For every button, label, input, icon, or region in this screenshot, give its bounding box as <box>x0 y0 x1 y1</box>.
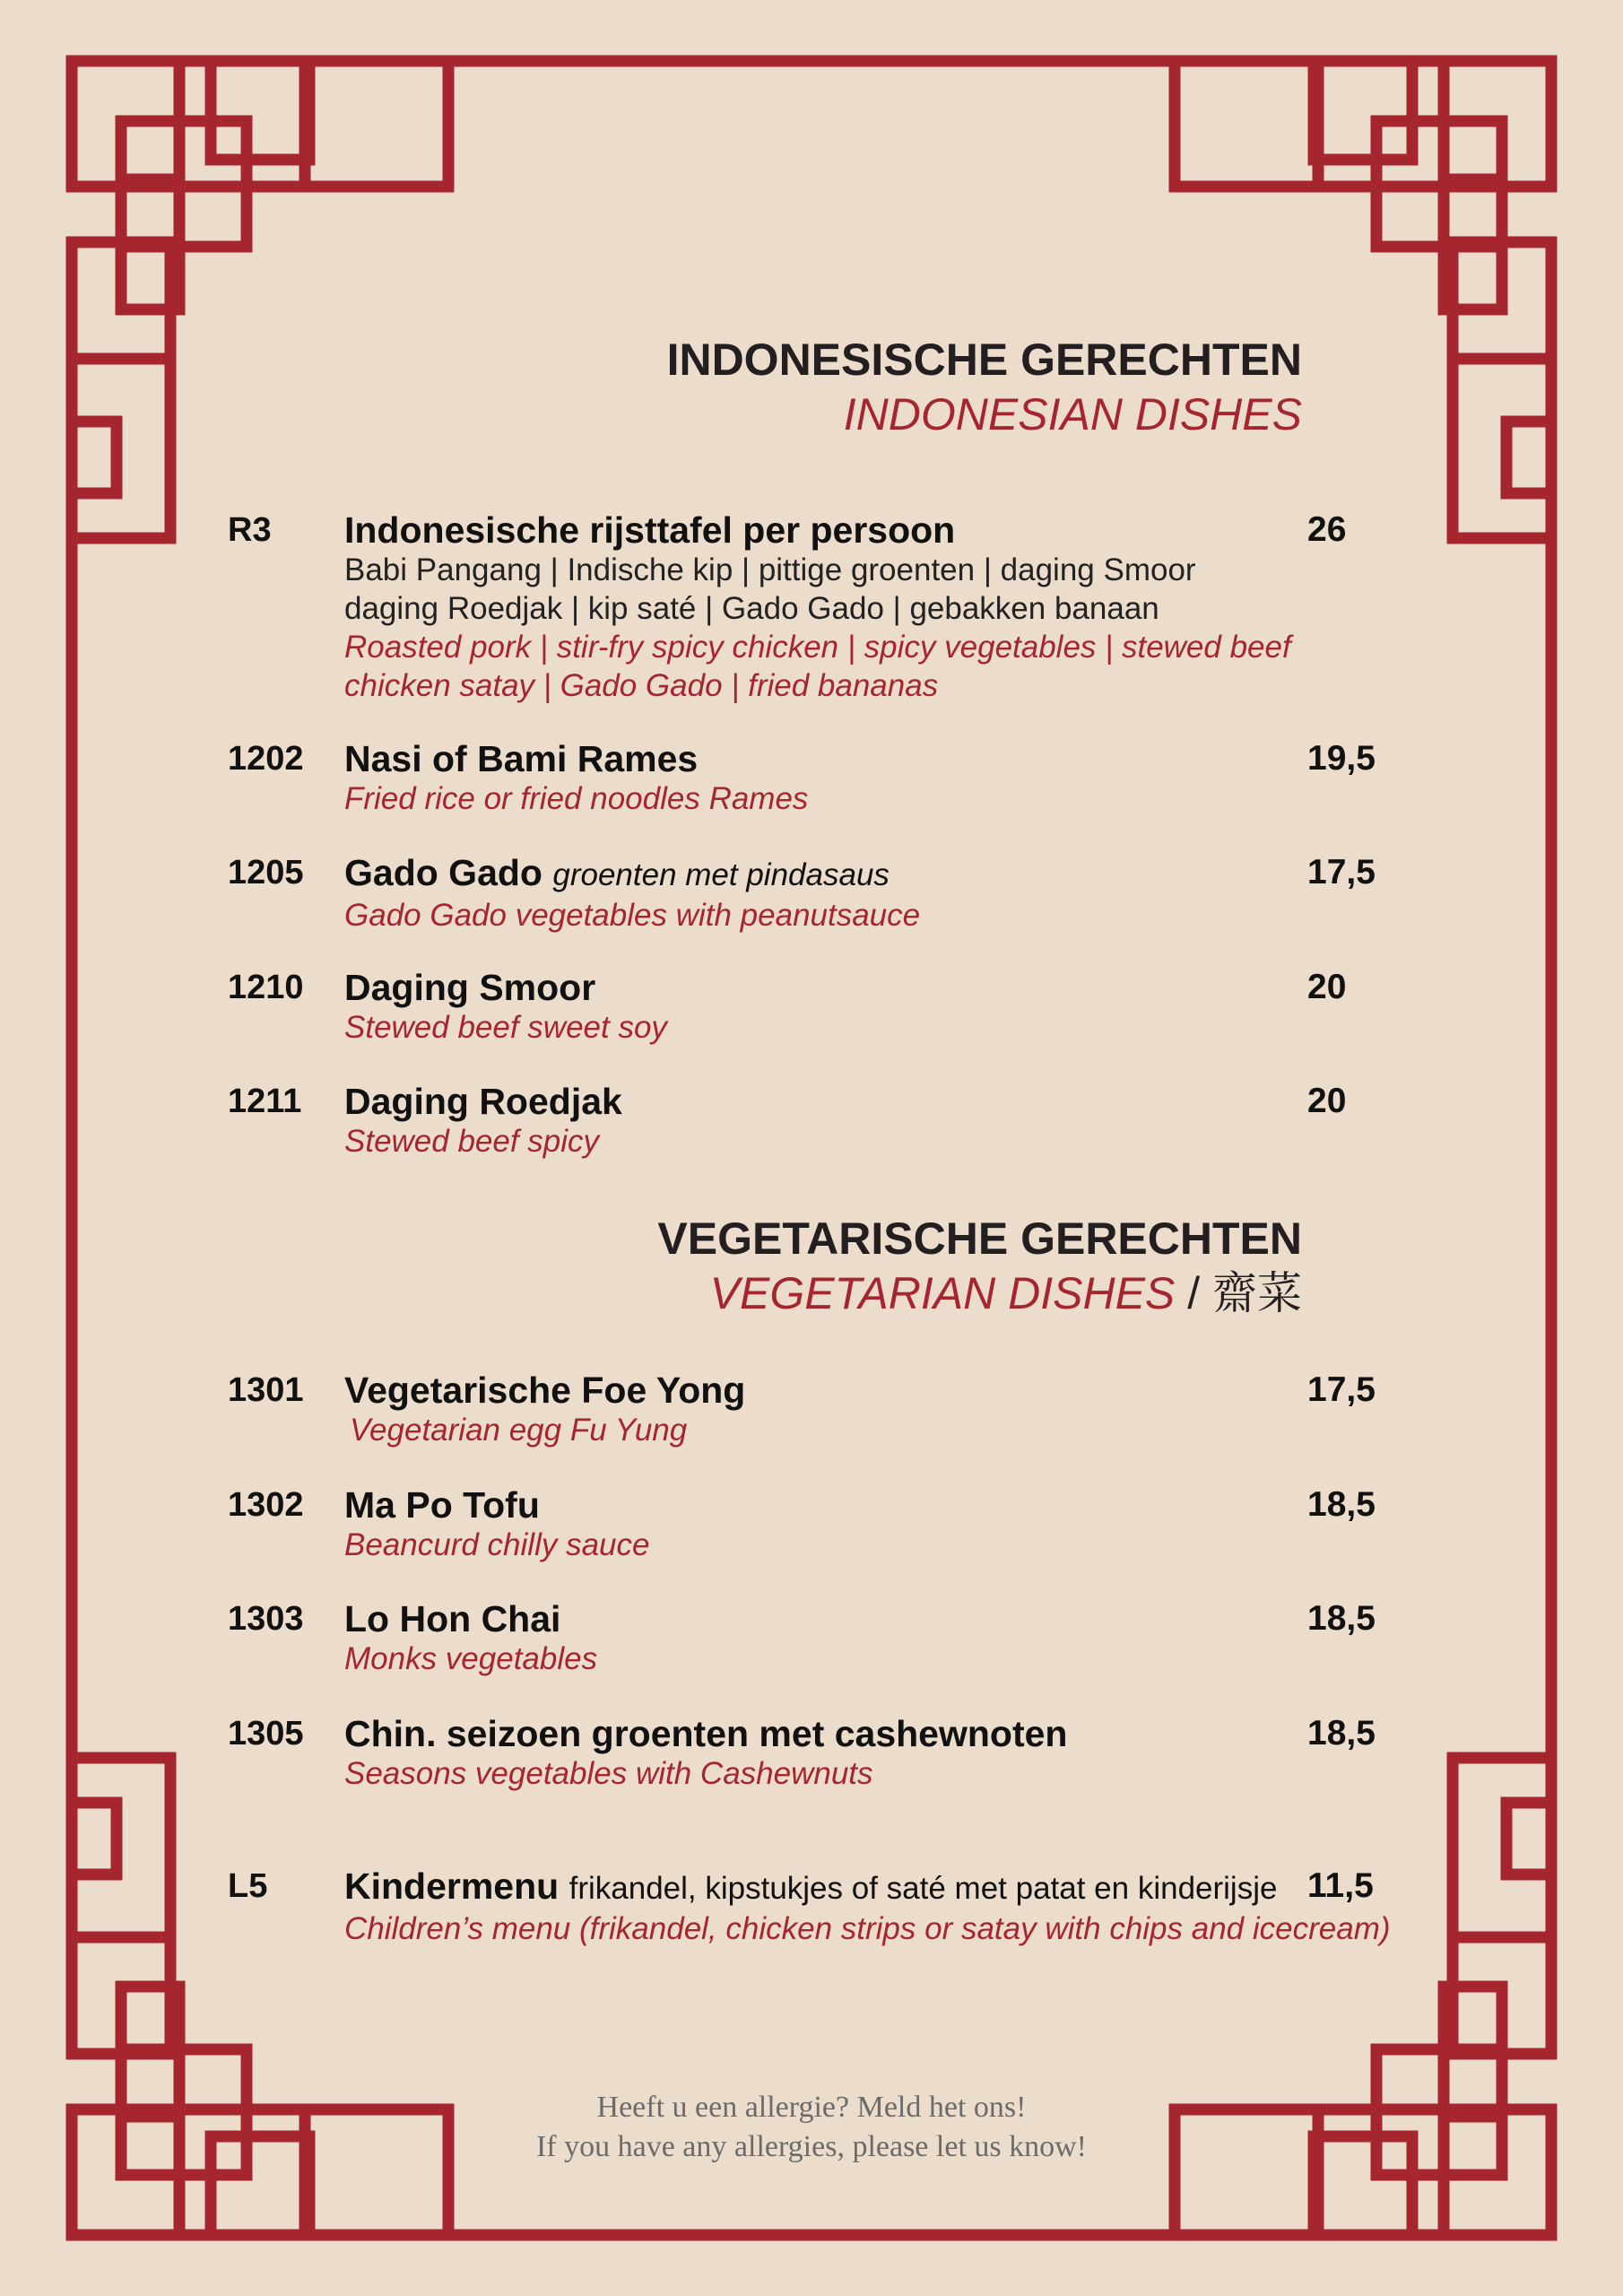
section-subtitle-vegetarian: VEGETARIAN DISHES <box>709 1268 1176 1318</box>
item-description-line: daging Roedjak | kip saté | Gado Gado | gebakken banaan <box>344 591 1159 626</box>
item-note: frikandel, kipstukjes of saté met patat en kinderijsje <box>568 1871 1278 1906</box>
item-price: 19,5 <box>1307 739 1376 778</box>
item-code: 1211 <box>228 1083 302 1120</box>
item-english: Gado Gado vegetables with peanutsauce <box>344 898 921 933</box>
item-description-line: Babi Pangang | Indische kip | pittige groenten | daging Smoor <box>344 552 1196 587</box>
item-price: 17,5 <box>1307 853 1376 891</box>
item-name: Lo Hon Chai <box>344 1598 561 1639</box>
allergy-notice <box>0 2088 1623 2167</box>
item-english: chicken satay | Gado Gado | fried bananas <box>344 668 939 703</box>
item-code: R3 <box>228 511 272 549</box>
item-english: Seasons vegetables with Cashewnuts <box>344 1756 873 1791</box>
item-name: Daging Smoor <box>344 967 596 1008</box>
item-price: 18,5 <box>1307 1485 1376 1524</box>
item-english: Vegetarian egg Fu Yung <box>350 1413 688 1448</box>
chinese-heading: 齋菜 <box>1212 1267 1302 1319</box>
item-name: Indonesische rijsttafel per persoon <box>344 509 956 551</box>
item-code: 1305 <box>228 1715 304 1752</box>
item-code: 1210 <box>228 969 304 1006</box>
section-title-indonesian: INDONESISCHE GERECHTEN <box>666 335 1302 385</box>
item-name: Ma Po Tofu <box>344 1484 540 1526</box>
item-name: Gado Gado <box>344 852 542 893</box>
allergy-notice-dutch: Heeft u een allergie? Meld het ons! <box>596 2091 1027 2124</box>
item-english: Monks vegetables <box>344 1641 598 1676</box>
vegetarian-section-header <box>657 1212 1302 1321</box>
item-code: 1202 <box>228 740 304 778</box>
border-lattice-segment <box>1314 61 1412 160</box>
item-english: Fried rice or fried noodles Rames <box>344 781 809 816</box>
border-lattice-segment <box>72 422 117 493</box>
border-lattice-segment <box>1175 61 1318 187</box>
item-name: Nasi of Bami Rames <box>344 738 699 779</box>
item-price: 18,5 <box>1307 1599 1376 1638</box>
border-lattice-segment <box>211 61 309 160</box>
item-code: 1301 <box>228 1371 304 1409</box>
section-subtitle-indonesian: INDONESIAN DISHES <box>843 389 1302 439</box>
item-code: 1302 <box>228 1486 304 1524</box>
item-name: Chin. seizoen groenten met cashewnoten <box>344 1713 1068 1754</box>
border-lattice-segment <box>1506 1803 1551 1874</box>
item-name: Daging Roedjak <box>344 1081 622 1122</box>
item-code: 1205 <box>228 854 304 891</box>
section-title-vegetarian: VEGETARISCHE GERECHTEN <box>657 1213 1302 1264</box>
item-english: Stewed beef spicy <box>344 1124 600 1159</box>
allergy-notice-english: If you have any allergies, please let us know! <box>535 2130 1087 2163</box>
item-english: Stewed beef sweet soy <box>344 1010 667 1045</box>
item-price: 18,5 <box>1307 1714 1376 1752</box>
item-name: Vegetarische Foe Yong <box>344 1370 746 1411</box>
item-code: 1303 <box>228 1600 304 1638</box>
border-lattice-segment <box>1506 422 1551 493</box>
item-code: L5 <box>228 1867 268 1905</box>
item-price: 26 <box>1307 510 1347 549</box>
item-english: Roasted pork | stir-fry spicy chicken | spicy vegetables | stewed beef <box>344 630 1291 665</box>
item-price: 17,5 <box>1307 1370 1376 1409</box>
border-lattice-segment <box>72 1803 117 1874</box>
item-note: groenten met pindasaus <box>552 857 890 892</box>
indonesian-section-header <box>667 333 1302 442</box>
item-price: 20 <box>1307 968 1347 1006</box>
item-price: 11,5 <box>1307 1866 1374 1905</box>
item-english: Children’s menu (frikandel, chicken strips or satay with chips and icecream) <box>344 1911 1391 1946</box>
subtitle-separator: / <box>1187 1268 1201 1318</box>
border-lattice-segment <box>305 61 448 187</box>
item-price: 20 <box>1307 1082 1347 1120</box>
item-name: Kindermenu <box>344 1866 560 1907</box>
item-english: Beancurd chilly sauce <box>344 1527 650 1562</box>
